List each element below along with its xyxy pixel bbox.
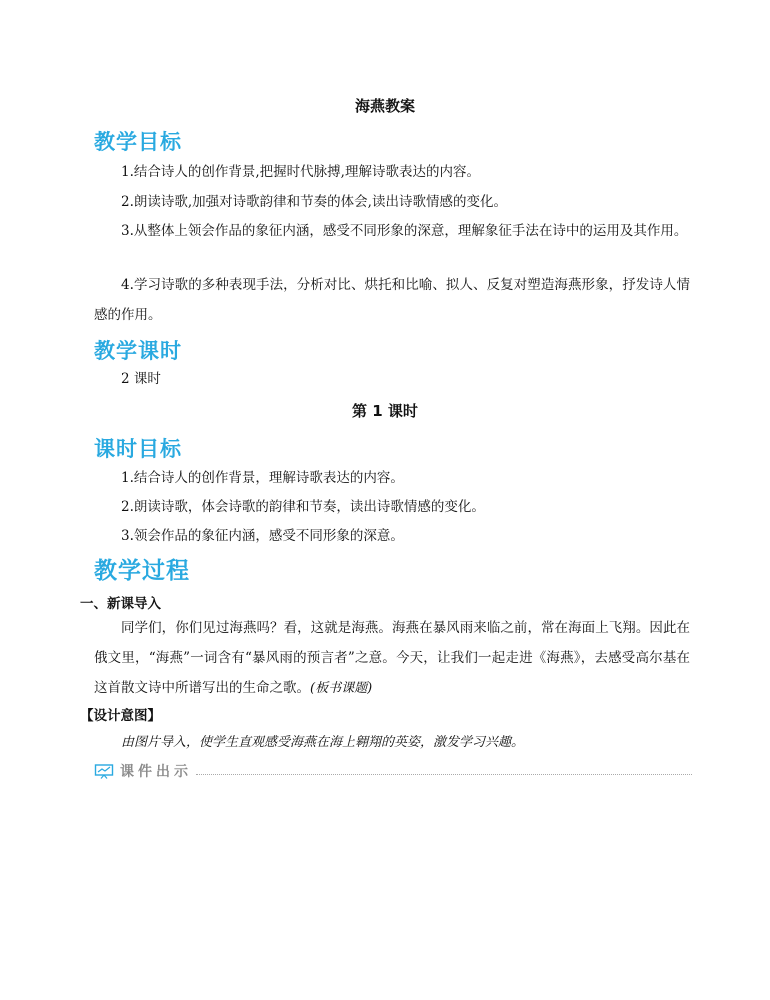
goal-item-4: 4.学习诗歌的多种表现手法，分析对比、烘托和比喻、拟人、反复对塑造海燕形象，抒发诗人情感的作用。: [94, 277, 690, 323]
document-title: 海燕教案: [354, 97, 415, 115]
heading-lesson-goals: 课时目标: [94, 437, 182, 461]
heading-teaching-goals: 教学目标: [94, 130, 182, 154]
courseware-divider: [94, 760, 692, 782]
lesson-1-title: 第 1 课时: [352, 402, 418, 420]
heading-teaching-process: 教学过程: [94, 558, 190, 584]
lesson-goal-item-1: 1.结合诗人的创作背景，理解诗歌表达的内容。: [121, 470, 404, 486]
design-intent-label: 【设计意图】: [80, 708, 161, 724]
courseware-label: 课件出示: [120, 764, 192, 780]
intro-paragraph: [94, 613, 690, 704]
intro-text: 同学们，你们见过海燕吗？看，这就是海燕。海燕在暴风雨来临之前，常在海面上飞翔。因此在俄文里，“海燕”一词含有“暴风雨的预言者”之意。今天，让我们一起走进《海燕》，去感受高尔基在这首散文诗中所谱写出的生命之歌。: [94, 620, 690, 696]
goal-item-2: 2.朗读诗歌,加强对诗歌韵律和节奏的体会,读出诗歌情感的变化。: [121, 194, 507, 210]
lesson-goal-item-2: 2.朗读诗歌，体会诗歌的韵律和节奏，读出诗歌情感的变化。: [121, 499, 485, 515]
intro-note: (板书课题): [310, 681, 373, 696]
presentation-board-icon: [94, 763, 114, 779]
teaching-hours-value: 2 课时: [121, 371, 161, 387]
dotted-rule: [196, 774, 692, 775]
design-intent-text: 由图片导入，使学生直观感受海燕在海上翱翔的英姿，激发学习兴趣。: [121, 735, 525, 750]
lesson-goal-item-3: 3.领会作品的象征内涵，感受不同形象的深意。: [121, 528, 404, 544]
subheading-new-lesson-intro: 一、新课导入: [80, 596, 161, 612]
goal-item-1: 1.结合诗人的创作背景,把握时代脉搏,理解诗歌表达的内容。: [121, 164, 480, 180]
goal-item-3: 3.从整体上领会作品的象征内涵，感受不同形象的深意，理解象征手法在诗中的运用及其作用。: [121, 223, 688, 239]
heading-teaching-hours: 教学课时: [94, 339, 182, 363]
